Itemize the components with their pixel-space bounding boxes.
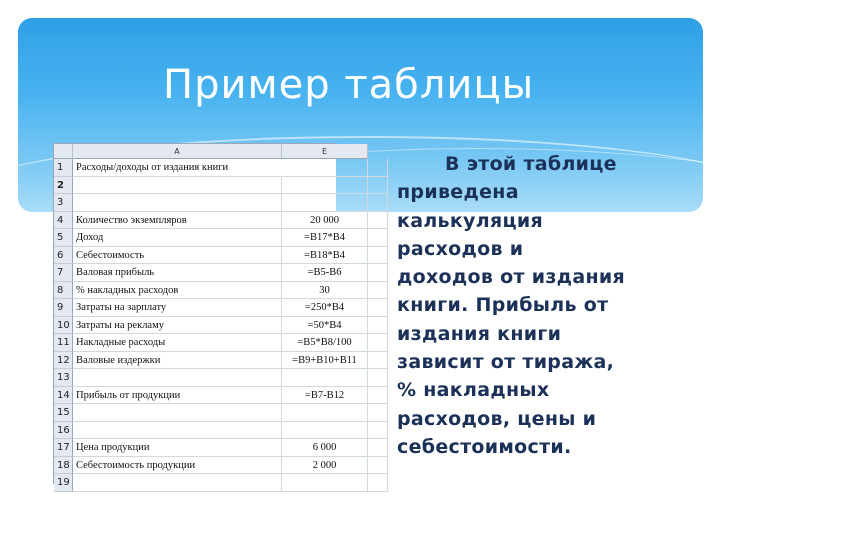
description-line-text: расходов, цены и (397, 407, 597, 430)
row-number: 14 (54, 387, 73, 405)
description-line (397, 348, 697, 376)
description-line (397, 433, 697, 461)
row-number: 2 (54, 177, 73, 195)
cell-empty (368, 282, 388, 300)
row-number: 1 (54, 159, 73, 177)
cell-empty (368, 422, 388, 440)
cell-value: =250*B4 (282, 299, 368, 317)
description-line (397, 320, 697, 348)
cell-label: Доход (73, 229, 282, 247)
table-row (54, 387, 345, 405)
description-line (397, 405, 697, 433)
column-header-a: A (73, 144, 282, 159)
cell-label: Цена продукции (73, 439, 282, 457)
table-row (54, 439, 336, 457)
cell-empty (368, 177, 388, 195)
cell-label: Расходы/доходы от издания книги (73, 159, 282, 177)
row-number: 11 (54, 334, 73, 352)
cell-value (282, 159, 368, 177)
cell-label: Валовая прибыль (73, 264, 282, 282)
corner-cell (54, 144, 73, 159)
description-line-text: В этой таблице (445, 153, 617, 175)
cell-label: Накладные расходы (73, 334, 282, 352)
cell-value: =B17*B4 (282, 229, 368, 247)
cell-empty (368, 474, 388, 492)
cell-value: =B5*B8/100 (282, 334, 368, 352)
description-line (397, 207, 697, 235)
row-number: 15 (54, 404, 73, 422)
table-row (54, 229, 345, 247)
row-number: 7 (54, 264, 73, 282)
cell-empty (368, 212, 388, 230)
cell-value: 20 000 (282, 212, 368, 230)
spreadsheet-screenshot (53, 143, 357, 488)
column-header-e: E (282, 144, 368, 159)
cell-empty (368, 264, 388, 282)
row-number: 3 (54, 194, 73, 212)
description-line-text: доходов от издания (397, 266, 625, 289)
table-row (54, 247, 345, 265)
description-line (397, 263, 697, 291)
cell-label: Прибыль от продукции (73, 387, 282, 405)
cell-label: Валовые издержки (73, 352, 282, 370)
table-row (54, 422, 336, 440)
table-row (54, 282, 336, 300)
description-line (397, 291, 697, 319)
cell-value: =B5-B6 (282, 264, 368, 282)
cell-empty (368, 159, 388, 177)
cell-value (282, 422, 368, 440)
description-line-text: книги. Прибыль от (397, 294, 609, 317)
row-number: 19 (54, 474, 73, 492)
cell-label: Затраты на зарплату (73, 299, 282, 317)
cell-label: Себестоимость продукции (73, 457, 282, 475)
cell-value: 30 (282, 282, 368, 300)
row-number: 6 (54, 247, 73, 265)
row-number: 18 (54, 457, 73, 475)
cell-label (73, 422, 282, 440)
cell-value (282, 369, 368, 387)
table-row (54, 474, 336, 492)
table-row (54, 369, 336, 387)
row-number: 8 (54, 282, 73, 300)
cell-value: 6 000 (282, 439, 368, 457)
table-row (54, 194, 336, 212)
cell-value (282, 194, 368, 212)
row-number: 4 (54, 212, 73, 230)
table-row (54, 264, 342, 282)
table-row (54, 457, 336, 475)
table-row (54, 159, 336, 177)
cell-empty (368, 334, 388, 352)
description-text (397, 150, 697, 461)
row-number: 17 (54, 439, 73, 457)
cell-empty (368, 404, 388, 422)
cell-value: =B7-B12 (282, 387, 368, 405)
row-number: 16 (54, 422, 73, 440)
cell-empty (368, 387, 388, 405)
cell-empty (368, 194, 388, 212)
table-row (54, 352, 357, 370)
cell-value (282, 404, 368, 422)
cell-label: Количество экземпляров (73, 212, 282, 230)
description-line-text: приведена (397, 181, 519, 204)
description-line (397, 178, 697, 206)
slide-title: Пример таблицы (163, 62, 535, 108)
cell-value: =B18*B4 (282, 247, 368, 265)
cell-empty (368, 457, 388, 475)
description-line-text: зависит от тиража, (397, 351, 615, 374)
cell-value (282, 474, 368, 492)
cell-label: % накладных расходов (73, 282, 282, 300)
description-line-text: себестоимости. (397, 435, 572, 458)
table-row (54, 299, 345, 317)
row-number: 12 (54, 352, 73, 370)
description-line (397, 376, 697, 404)
cell-label (73, 369, 282, 387)
cell-label (73, 474, 282, 492)
table-row (54, 334, 352, 352)
cell-label (73, 194, 282, 212)
cell-empty (368, 247, 388, 265)
description-line-text: калькуляция (397, 209, 543, 232)
description-line-text: издания книги (397, 322, 562, 345)
cell-empty (368, 352, 388, 370)
cell-empty (368, 369, 388, 387)
row-number: 13 (54, 369, 73, 387)
description-line-text: расходов и (397, 237, 524, 260)
table-row (54, 212, 339, 230)
row-number: 9 (54, 299, 73, 317)
cell-empty (368, 229, 388, 247)
row-number: 5 (54, 229, 73, 247)
table-row (54, 177, 336, 195)
cell-label: Затраты на рекламу (73, 317, 282, 335)
cell-empty (368, 439, 388, 457)
description-line (397, 150, 697, 178)
table-row (54, 317, 342, 335)
cell-value: =50*B4 (282, 317, 368, 335)
cell-label: Себестоимость (73, 247, 282, 265)
cell-value: =B9+B10+B11 (282, 352, 368, 370)
cell-empty (368, 299, 388, 317)
table-row (54, 404, 336, 422)
row-number: 10 (54, 317, 73, 335)
description-line-text: % накладных (397, 379, 550, 402)
cell-value: 2 000 (282, 457, 368, 475)
description-line (397, 235, 697, 263)
cell-value (282, 177, 368, 195)
cell-label (73, 404, 282, 422)
cell-label (73, 177, 282, 195)
cell-empty (368, 317, 388, 335)
